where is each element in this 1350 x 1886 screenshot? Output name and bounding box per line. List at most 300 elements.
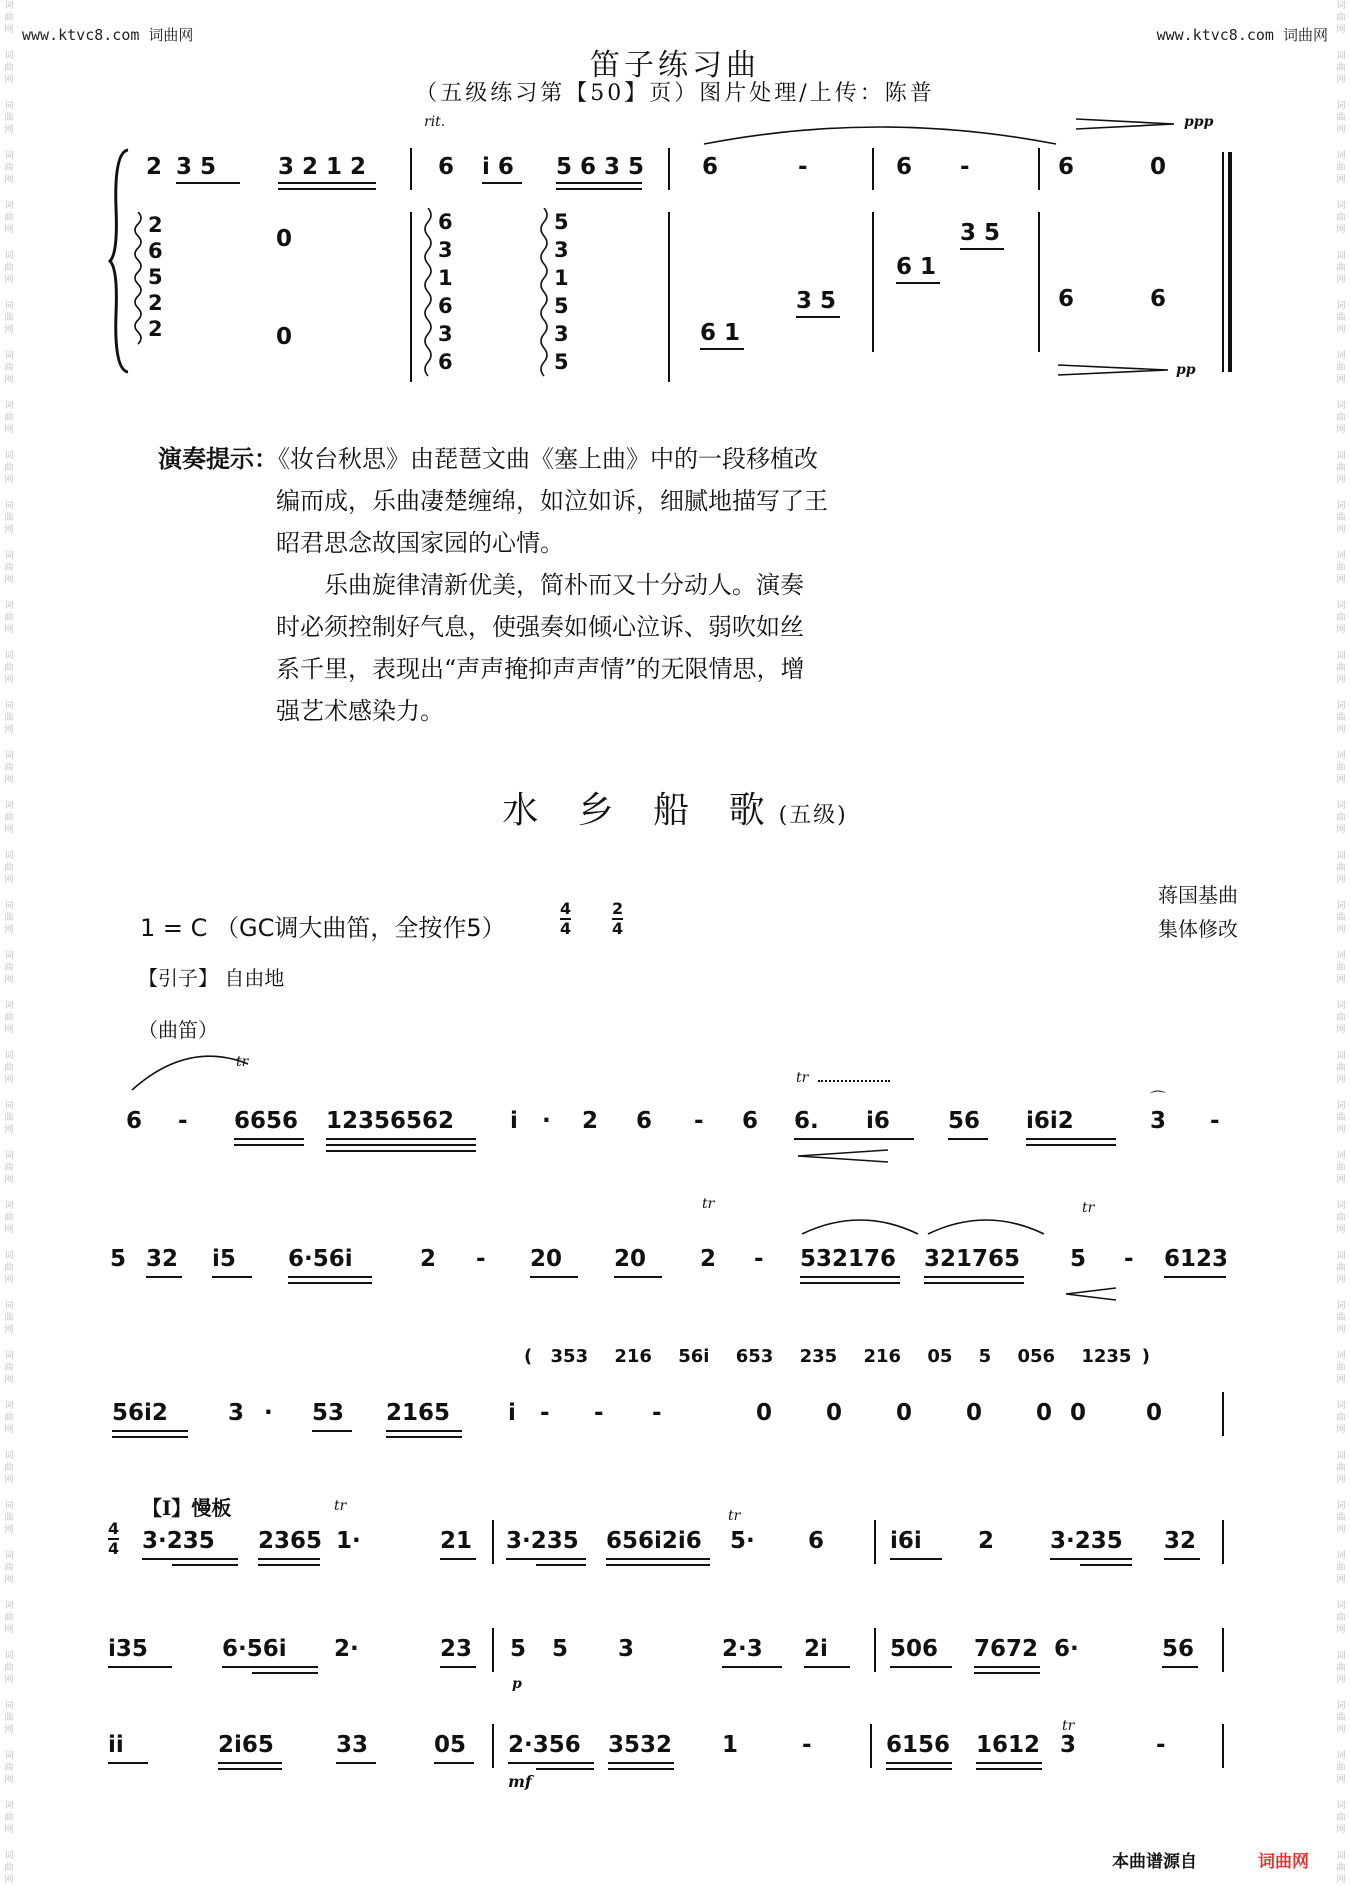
note: 6 <box>126 1108 143 1134</box>
arpeggio-icon <box>132 212 144 350</box>
watermark-char: 词 <box>1336 1601 1346 1611</box>
note: - <box>960 154 970 180</box>
watermark-char: 词 <box>1336 1301 1346 1311</box>
footer-brand-link[interactable]: 词曲网 <box>1258 1852 1309 1872</box>
trill-marking: tr <box>236 1054 249 1070</box>
note: 3·235 <box>142 1528 215 1554</box>
note: 2 <box>978 1528 995 1554</box>
trill-marking: tr <box>702 1196 715 1212</box>
watermark-char: 曲 <box>1336 263 1346 273</box>
watermark-char: 网 <box>4 625 14 635</box>
slur-icon <box>128 1046 252 1096</box>
watermark-gap <box>1332 1536 1350 1550</box>
watermark-char: 曲 <box>1336 563 1346 573</box>
watermark-gap <box>1332 1636 1350 1650</box>
note: 2 <box>700 1246 717 1272</box>
performance-notes: 演奏提示：《妆台秋思》由琵琶文曲《塞上曲》中的一段移植改 编而成，乐曲凄楚缠绵，如泣如诉，细腻地描写了王 昭君思念故国家园的心情。 乐曲旋律清新优美，简朴而又十分动人。演奏 时必须控制好气息，使强奏如倾心泣诉、弱吹如丝 系千里，表现出“声声掩抑声声情”的无限情思，增 强艺术感染力。 <box>158 444 828 725</box>
note: 3·235 <box>506 1528 579 1554</box>
watermark-char: 词 <box>1336 1 1346 11</box>
watermark-gap <box>1332 386 1350 400</box>
trill-marking: tr <box>1082 1200 1095 1216</box>
trill-marking: tr <box>728 1508 741 1524</box>
watermark-char: 网 <box>1336 325 1346 335</box>
system-brace-icon <box>108 148 132 374</box>
final-barline-thick <box>1228 152 1232 372</box>
watermark-char: 词 <box>1336 1751 1346 1761</box>
watermark-char: 曲 <box>4 1063 14 1073</box>
watermark-char: 词 <box>1336 601 1346 611</box>
watermark-gap <box>0 1686 18 1700</box>
watermark-char: 曲 <box>1336 913 1346 923</box>
watermark-gap <box>0 936 18 950</box>
watermark-char: 词 <box>1336 951 1346 961</box>
arpeggio-icon <box>422 208 434 378</box>
note: 20 <box>530 1246 563 1272</box>
note: i5 <box>212 1246 236 1272</box>
note: i 6 <box>482 154 514 180</box>
watermark-char: 词 <box>4 1801 14 1811</box>
watermark-char: 网 <box>1336 575 1346 585</box>
watermark-char: 词 <box>4 801 14 811</box>
watermark-char: 网 <box>4 975 14 985</box>
watermark-gap <box>1332 836 1350 850</box>
note: 5 <box>510 1636 527 1662</box>
note: 6 <box>636 1108 653 1134</box>
watermark-char: 网 <box>1336 125 1346 135</box>
watermark-char: 曲 <box>1336 1263 1346 1273</box>
right-watermark-strip <box>1332 0 1350 1886</box>
watermark-char: 词 <box>1336 751 1346 761</box>
note: 532176 <box>800 1246 897 1272</box>
watermark-char: 曲 <box>1336 1813 1346 1823</box>
note: 2 <box>146 154 163 180</box>
watermark-char: 词 <box>1336 451 1346 461</box>
note: i <box>508 1400 516 1426</box>
watermark-char: 网 <box>4 1525 14 1535</box>
watermark-char: 网 <box>4 225 14 235</box>
watermark-char: 网 <box>4 1425 14 1435</box>
barline <box>872 212 874 352</box>
watermark-char: 词 <box>1336 901 1346 911</box>
watermark-char: 词 <box>4 1301 14 1311</box>
watermark-char: 曲 <box>4 113 14 123</box>
watermark-char: 词 <box>4 1651 14 1661</box>
note: 6656 <box>234 1108 299 1134</box>
section-marking: 【Ⅰ】慢板 <box>142 1496 232 1520</box>
watermark-char: 网 <box>4 1275 14 1285</box>
chord-column: 6 3 1 6 3 6 <box>438 210 453 374</box>
watermark-gap <box>0 186 18 200</box>
watermark-char: 网 <box>4 1225 14 1235</box>
watermark-char: 曲 <box>1336 163 1346 173</box>
note: 7672 <box>974 1636 1039 1662</box>
watermark-char: 词 <box>4 301 14 311</box>
watermark-char: 网 <box>1336 1175 1346 1185</box>
watermark-char: 网 <box>4 675 14 685</box>
note: 23 <box>440 1636 473 1662</box>
watermark-char: 网 <box>1336 1575 1346 1585</box>
dynamic-p: p <box>512 1676 522 1692</box>
watermark-gap <box>0 1236 18 1250</box>
watermark-char: 词 <box>4 551 14 561</box>
watermark-char: 曲 <box>4 1213 14 1223</box>
watermark-char: 曲 <box>4 813 14 823</box>
watermark-char: 曲 <box>4 1663 14 1673</box>
note: 20 <box>614 1246 647 1272</box>
watermark-char: 词 <box>4 1601 14 1611</box>
watermark-char: 网 <box>1336 1075 1346 1085</box>
watermark-char: 词 <box>1336 501 1346 511</box>
note: 6·56i <box>288 1246 353 1272</box>
note: - <box>1210 1108 1220 1134</box>
watermark-gap <box>0 1336 18 1350</box>
watermark-char: 曲 <box>1336 1013 1346 1023</box>
note: 6 1 <box>896 254 937 280</box>
watermark-gap <box>1332 1686 1350 1700</box>
note: 2165 <box>386 1400 451 1426</box>
watermark-char: 曲 <box>1336 113 1346 123</box>
left-watermark-strip <box>0 0 18 1886</box>
note: 1· <box>336 1528 361 1554</box>
watermark-char: 曲 <box>4 1763 14 1773</box>
watermark-char: 词 <box>4 1751 14 1761</box>
watermark-char: 词 <box>1336 801 1346 811</box>
note: 33 <box>336 1732 369 1758</box>
watermark-gap <box>1332 636 1350 650</box>
barline <box>872 148 874 190</box>
watermark-char: 词 <box>1336 1051 1346 1061</box>
note: 56 <box>948 1108 981 1134</box>
watermark-gap <box>1332 1586 1350 1600</box>
watermark-char: 网 <box>4 1675 14 1685</box>
watermark-char: 曲 <box>1336 13 1346 23</box>
watermark-char: 词 <box>4 1451 14 1461</box>
watermark-char: 词 <box>1336 1001 1346 1011</box>
note: 6 <box>1058 286 1075 312</box>
note: · <box>264 1400 273 1426</box>
arpeggio-icon <box>538 208 550 378</box>
note: 5 <box>1070 1246 1087 1272</box>
barline <box>870 1724 872 1768</box>
watermark-char: 网 <box>4 1075 14 1085</box>
note: 56 <box>1162 1636 1195 1662</box>
song-title: 水 乡 船 歌(五级) <box>502 790 848 831</box>
watermark-char: 词 <box>1336 201 1346 211</box>
site-watermark-right: www.ktvc8.com 词曲网 <box>1156 26 1328 44</box>
note: 0 <box>1146 1400 1163 1426</box>
watermark-char: 词 <box>4 1401 14 1411</box>
watermark-char: 词 <box>4 1501 14 1511</box>
dynamic-mf: mf <box>508 1772 532 1791</box>
watermark-char: 曲 <box>4 363 14 373</box>
watermark-gap <box>0 486 18 500</box>
note: - <box>694 1108 704 1134</box>
note: i6i <box>890 1528 922 1554</box>
watermark-char: 词 <box>1336 251 1346 261</box>
note: 6 <box>896 154 913 180</box>
watermark-char: 词 <box>4 1551 14 1561</box>
watermark-char: 网 <box>4 1725 14 1735</box>
note: 1612 <box>976 1732 1041 1758</box>
watermark-gap <box>1332 586 1350 600</box>
note: 32 <box>146 1246 179 1272</box>
watermark-char: 网 <box>4 25 14 35</box>
note: 2i <box>804 1636 828 1662</box>
watermark-char: 网 <box>4 525 14 535</box>
decrescendo-hairpin-icon <box>1058 362 1170 378</box>
watermark-char: 词 <box>1336 401 1346 411</box>
watermark-gap <box>0 436 18 450</box>
watermark-char: 曲 <box>4 413 14 423</box>
watermark-char: 曲 <box>1336 763 1346 773</box>
note: i6i2 <box>1026 1108 1074 1134</box>
watermark-gap <box>1332 1086 1350 1100</box>
barline <box>1222 1628 1224 1672</box>
note: 6. <box>794 1108 819 1134</box>
note: 0 <box>1036 1400 1053 1426</box>
note: 0 <box>756 1400 773 1426</box>
watermark-char: 词 <box>1336 1851 1346 1861</box>
intro-marking: 【引子】 自由地 <box>138 966 285 990</box>
watermark-char: 曲 <box>1336 1163 1346 1173</box>
note: 2 <box>420 1246 437 1272</box>
watermark-char: 网 <box>4 475 14 485</box>
watermark-char: 词 <box>1336 1651 1346 1661</box>
watermark-char: 网 <box>1336 525 1346 535</box>
watermark-char: 网 <box>1336 825 1346 835</box>
watermark-char: 网 <box>4 1475 14 1485</box>
chord-column: 2 6 5 2 2 <box>148 213 163 341</box>
watermark-gap <box>0 1286 18 1300</box>
watermark-char: 曲 <box>4 763 14 773</box>
note: 6 <box>438 154 455 180</box>
note: 3·235 <box>1050 1528 1123 1554</box>
note: 3 <box>1060 1732 1077 1758</box>
note: 3 5 <box>960 220 1001 246</box>
watermark-char: 曲 <box>1336 863 1346 873</box>
watermark-char: 曲 <box>1336 963 1346 973</box>
barline <box>668 148 670 190</box>
watermark-gap <box>0 1386 18 1400</box>
note: - <box>798 154 808 180</box>
song-level: (五级) <box>778 803 848 828</box>
note: 6 <box>1150 286 1167 312</box>
note: 2·356 <box>508 1732 581 1758</box>
final-barline <box>1222 152 1224 372</box>
instrument-marking: （曲笛） <box>138 1018 218 1042</box>
notes-lead: 演奏提示： <box>158 444 278 473</box>
watermark-char: 网 <box>4 1625 14 1635</box>
watermark-char: 词 <box>1336 851 1346 861</box>
watermark-char: 曲 <box>4 1413 14 1423</box>
barline <box>492 1724 494 1768</box>
watermark-char: 曲 <box>1336 713 1346 723</box>
watermark-char: 曲 <box>4 13 14 23</box>
note: 5 <box>110 1246 127 1272</box>
note: - <box>802 1732 812 1758</box>
watermark-char: 曲 <box>4 1013 14 1023</box>
watermark-gap <box>0 236 18 250</box>
note: - <box>178 1108 188 1134</box>
watermark-char: 网 <box>1336 1125 1346 1135</box>
watermark-char: 网 <box>4 1125 14 1135</box>
watermark-char: 词 <box>4 1051 14 1061</box>
watermark-char: 词 <box>1336 1451 1346 1461</box>
watermark-char: 词 <box>1336 1101 1346 1111</box>
barline <box>410 148 412 190</box>
watermark-char: 曲 <box>1336 1413 1346 1423</box>
time-signature: 2 4 <box>612 899 624 938</box>
barline <box>1222 1724 1224 1768</box>
watermark-char: 曲 <box>4 63 14 73</box>
note: 6 <box>808 1528 825 1554</box>
watermark-char: 曲 <box>4 1263 14 1273</box>
watermark-gap <box>0 1736 18 1750</box>
note: 5 <box>552 1636 569 1662</box>
watermark-char: 曲 <box>1336 513 1346 523</box>
barline <box>874 1520 876 1564</box>
rest: 0 <box>276 226 293 252</box>
watermark-char: 词 <box>4 501 14 511</box>
watermark-char: 词 <box>4 451 14 461</box>
decrescendo-hairpin-icon <box>798 1148 890 1164</box>
watermark-char: 曲 <box>4 263 14 273</box>
watermark-char: 词 <box>1336 1801 1346 1811</box>
watermark-char: 曲 <box>1336 63 1346 73</box>
watermark-gap <box>0 986 18 1000</box>
watermark-char: 词 <box>4 1101 14 1111</box>
note: 3 <box>1150 1108 1167 1134</box>
watermark-char: 曲 <box>1336 1213 1346 1223</box>
watermark-char: 网 <box>4 125 14 135</box>
watermark-char: 网 <box>4 1875 14 1885</box>
watermark-char: 词 <box>1336 701 1346 711</box>
slur-icon <box>800 1208 1050 1238</box>
note: 3 5 <box>176 154 217 180</box>
watermark-char: 曲 <box>4 1563 14 1573</box>
watermark-char: 网 <box>4 775 14 785</box>
watermark-gap <box>0 1786 18 1800</box>
watermark-gap <box>0 336 18 350</box>
watermark-gap <box>0 1086 18 1100</box>
watermark-char: 词 <box>1336 51 1346 61</box>
note: 0 <box>896 1400 913 1426</box>
watermark-char: 词 <box>4 1151 14 1161</box>
note: ii <box>108 1732 124 1758</box>
note: 6 <box>742 1108 759 1134</box>
watermark-char: 词 <box>4 651 14 661</box>
watermark-gap <box>0 636 18 650</box>
note: 6·56i <box>222 1636 287 1662</box>
watermark-gap <box>1332 236 1350 250</box>
crescendo-hairpin-icon <box>1066 1286 1118 1302</box>
watermark-char: 网 <box>4 1175 14 1185</box>
watermark-char: 网 <box>1336 1325 1346 1335</box>
watermark-char: 词 <box>4 401 14 411</box>
watermark-char: 网 <box>1336 1675 1346 1685</box>
watermark-char: 网 <box>4 925 14 935</box>
note: 21 <box>440 1528 473 1554</box>
note: 2 <box>582 1108 599 1134</box>
note: 2· <box>334 1636 359 1662</box>
watermark-gap <box>1332 286 1350 300</box>
watermark-gap <box>0 1536 18 1550</box>
watermark-char: 曲 <box>1336 1713 1346 1723</box>
watermark-char: 词 <box>4 1201 14 1211</box>
watermark-char: 词 <box>4 101 14 111</box>
barline <box>1038 212 1040 352</box>
watermark-char: 曲 <box>4 1713 14 1723</box>
watermark-char: 曲 <box>4 1363 14 1373</box>
watermark-char: 曲 <box>4 513 14 523</box>
note: 53 <box>312 1400 345 1426</box>
watermark-gap <box>0 536 18 550</box>
watermark-char: 网 <box>1336 1425 1346 1435</box>
watermark-char: 词 <box>1336 1551 1346 1561</box>
watermark-char: 网 <box>1336 25 1346 35</box>
watermark-char: 网 <box>4 825 14 835</box>
watermark-char: 网 <box>4 1325 14 1335</box>
watermark-char: 曲 <box>1336 1313 1346 1323</box>
note: 3 2 1 2 <box>278 154 367 180</box>
trill-marking: tr <box>796 1070 809 1086</box>
note: 6· <box>1054 1636 1079 1662</box>
note: 3 <box>228 1400 245 1426</box>
watermark-char: 网 <box>1336 875 1346 885</box>
watermark-char: 词 <box>1336 301 1346 311</box>
watermark-gap <box>1332 736 1350 750</box>
watermark-gap <box>0 886 18 900</box>
watermark-char: 词 <box>4 1701 14 1711</box>
watermark-char: 曲 <box>4 213 14 223</box>
watermark-gap <box>0 586 18 600</box>
note: 0 <box>826 1400 843 1426</box>
decrescendo-hairpin-icon <box>1076 116 1176 132</box>
note: 321765 <box>924 1246 1021 1272</box>
watermark-char: 曲 <box>4 1113 14 1123</box>
watermark-gap <box>0 836 18 850</box>
watermark-gap <box>1332 1136 1350 1150</box>
watermark-char: 曲 <box>1336 213 1346 223</box>
note: · <box>542 1108 551 1134</box>
rit-marking: rit. <box>424 114 446 130</box>
watermark-char: 曲 <box>1336 1663 1346 1673</box>
watermark-char: 网 <box>1336 475 1346 485</box>
watermark-char: 词 <box>1336 101 1346 111</box>
watermark-gap <box>0 1186 18 1200</box>
watermark-char: 曲 <box>4 1513 14 1523</box>
watermark-char: 网 <box>4 875 14 885</box>
note: - <box>594 1400 604 1426</box>
watermark-char: 曲 <box>4 663 14 673</box>
fermata-icon: ⌒ <box>1150 1089 1167 1108</box>
note: 2i65 <box>218 1732 274 1758</box>
watermark-char: 曲 <box>4 713 14 723</box>
watermark-gap <box>0 1136 18 1150</box>
watermark-gap <box>1332 1436 1350 1450</box>
trill-marking: tr <box>1062 1718 1075 1734</box>
watermark-char: 网 <box>4 1375 14 1385</box>
watermark-gap <box>0 136 18 150</box>
watermark-char: 词 <box>4 901 14 911</box>
note: 3 <box>618 1636 635 1662</box>
watermark-gap <box>1332 486 1350 500</box>
note: 3532 <box>608 1732 673 1758</box>
note: 6123 <box>1164 1246 1229 1272</box>
watermark-char: 词 <box>1336 651 1346 661</box>
watermark-char: 网 <box>4 1025 14 1035</box>
watermark-gap <box>0 1486 18 1500</box>
